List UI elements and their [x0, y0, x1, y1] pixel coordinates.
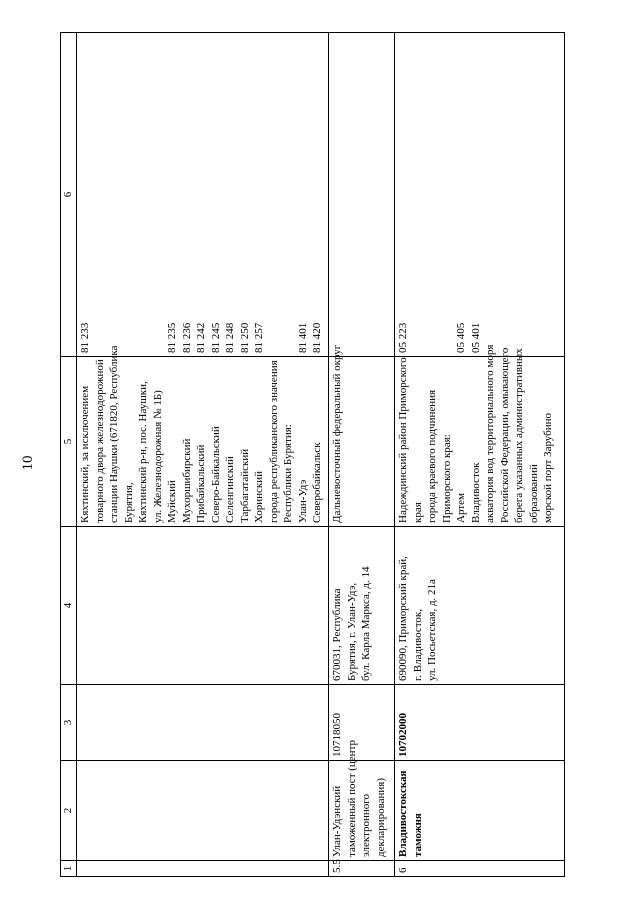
oktmo-code: 05 223: [397, 322, 409, 353]
territory-line: ул. Железнодорожная № 1Б): [151, 390, 164, 523]
territory-line: станции Наушки (671820, Республика: [108, 345, 120, 523]
post-name: [77, 761, 329, 861]
address-line: 670031, Республика: [331, 588, 343, 681]
oktmo-list: [395, 33, 565, 357]
territory-line: Кяхтинский р-н, пос. Наушки,: [137, 381, 149, 523]
territory-line: берега указанных административных: [513, 348, 525, 523]
address-line: г. Владивосток,: [411, 609, 424, 681]
oktmo-spacer: [107, 36, 122, 353]
header-cell: 2: [61, 761, 77, 861]
post-code: [77, 685, 329, 761]
territory-line: Приморского края:: [440, 434, 453, 523]
oktmo-spacer: [151, 36, 166, 353]
territory-list: [77, 345, 329, 527]
oktmo-code: 05 401: [469, 322, 482, 353]
territory-line: края: [411, 502, 424, 523]
row-number: 6: [395, 861, 565, 877]
page-number: 10: [20, 455, 36, 471]
territory-line: акватория вод территориального моря: [484, 344, 496, 523]
oktmo-code: 81 242: [195, 322, 207, 353]
table-row: [395, 33, 565, 877]
table-header-row: [61, 33, 77, 877]
territory-line: Муйский: [166, 480, 178, 523]
post-code: 10718050: [329, 685, 395, 761]
table-row: [329, 33, 395, 877]
row-number: [77, 861, 329, 877]
oktmo-code: 05 405: [455, 322, 467, 353]
post-name-line: таможенный пост (центр: [345, 739, 358, 857]
address-line: бул. Карла Маркса, д. 14: [360, 566, 372, 681]
address-line: ул. Посьетская, д. 21а: [426, 579, 438, 681]
table-row: [77, 33, 329, 877]
territory-line: Северобайкальск: [311, 442, 323, 523]
territory-list: [329, 344, 395, 527]
post-name-line: Улан-Удэнский: [331, 785, 343, 857]
oktmo-code: 81 236: [180, 322, 193, 353]
oktmo-spacer: [411, 36, 426, 353]
header-cell: 5: [61, 357, 77, 527]
rotated-page: [60, 32, 610, 877]
oktmo-list: [329, 33, 395, 357]
header-cell: 3: [61, 685, 77, 761]
oktmo-spacer: [425, 36, 440, 353]
post-address: [329, 527, 395, 685]
header-cell: 6: [61, 33, 77, 357]
oktmo-code: 81 401: [296, 322, 309, 353]
customs-table: [60, 32, 565, 877]
address-line: 690090, Приморский край,: [397, 556, 409, 681]
territory-line: Российской Федерации, омывающего: [498, 347, 511, 523]
post-name-line: таможня: [411, 813, 424, 857]
territory-line: Надеждинский район Приморского: [397, 357, 409, 523]
territory-line: Дальневосточный федеральный округ: [331, 344, 343, 523]
territory-line: Тарбагатайский: [238, 448, 251, 523]
territory-line: Улан-Удэ: [296, 479, 309, 523]
header-cell: 4: [61, 527, 77, 685]
post-name: [395, 761, 565, 861]
oktmo-code: 81 248: [224, 322, 236, 353]
territory-line: Кяхтинский, за исключением: [79, 385, 91, 523]
territory-list: [395, 344, 565, 527]
oktmo-spacer: [122, 36, 137, 353]
oktmo-code: 81 235: [166, 322, 178, 353]
territory-line: товарного двора железнодорожной: [93, 359, 106, 523]
territory-line: города республиканского значения: [267, 360, 280, 523]
territory-line: образований: [527, 464, 540, 523]
oktmo-spacer: [267, 36, 282, 353]
territory-line: морской порт Зарубино: [542, 412, 554, 523]
territory-line: города краевого подчинения: [426, 389, 438, 523]
oktmo-code: 81 233: [79, 322, 91, 353]
oktmo-spacer: [281, 36, 296, 353]
oktmo-spacer: [136, 36, 151, 353]
territory-line: Владивосток: [469, 462, 482, 523]
territory-line: Северо-Байкальский: [209, 426, 222, 523]
post-name: [329, 739, 395, 861]
oktmo-spacer: [440, 36, 455, 353]
post-address: [395, 527, 565, 685]
territory-line: Прибайкальский: [195, 444, 207, 523]
oktmo-spacer: [93, 36, 108, 353]
oktmo-code: 81 245: [209, 322, 222, 353]
post-name-line: Владивостокская: [397, 770, 409, 857]
post-name-line: электронного: [360, 793, 372, 857]
oktmo-list: [77, 33, 329, 357]
post-code: 10702000: [395, 685, 565, 761]
row-number: 5.5: [329, 861, 395, 877]
territory-line: Бурятия,: [122, 482, 135, 523]
oktmo-code: 81 250: [238, 322, 251, 353]
territory-line: Артем: [455, 493, 467, 523]
header-cell: 1: [61, 861, 77, 877]
territory-line: Республики Бурятия:: [282, 424, 294, 523]
territory-line: Селенгинский: [224, 456, 236, 523]
territory-line: Мухоршибирский: [180, 438, 193, 523]
territory-line: Хоринский: [253, 470, 265, 523]
post-name-line: декларирования): [374, 777, 387, 857]
oktmo-code: 81 257: [253, 322, 265, 353]
address-line: Бурятия, г. Улан-Удэ,: [345, 582, 358, 681]
oktmo-code: 81 420: [311, 322, 323, 353]
post-address: [77, 527, 329, 685]
